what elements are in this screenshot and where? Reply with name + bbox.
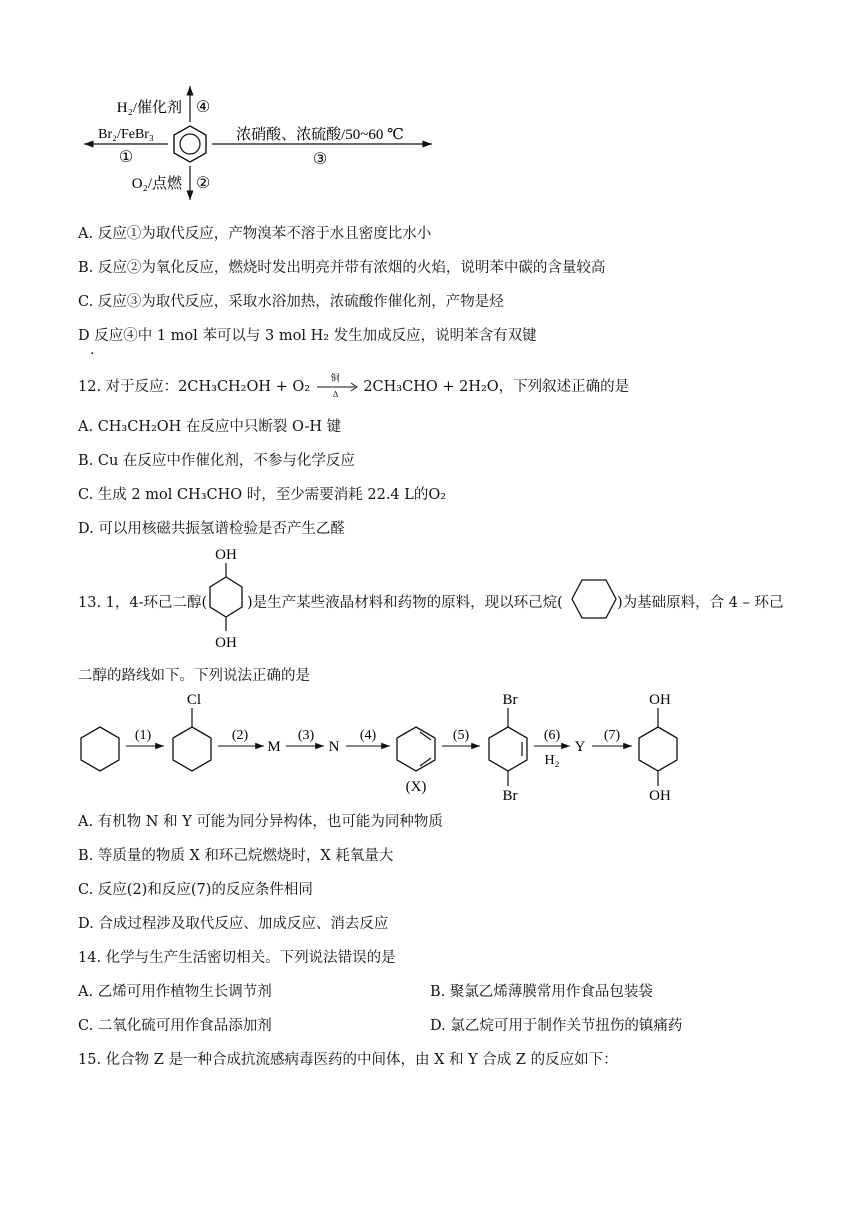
- q13-stem-line1: 13. 1，4-环己二醇(: [78, 595, 208, 611]
- q12-option-d: D. 可以用核磁共振氢谱检验是否产生乙醛: [78, 521, 345, 537]
- cyclohexane-structure: [570, 576, 620, 622]
- q12-option-b: B. Cu 在反应中作催化剂，不参与化学反应: [78, 453, 355, 469]
- step-5: (5): [452, 728, 470, 743]
- q14-option-a: A. 乙烯可用作植物生长调节剂: [78, 984, 272, 1000]
- oh-bottom: OH: [215, 635, 237, 651]
- q13-stem-end: )为基础原料，合 4 – 环己: [617, 595, 784, 611]
- up-label: H₂/催化剂: [116, 100, 182, 116]
- q12-stem: [78, 374, 630, 399]
- q13-option-c: C. 反应(2)和反应(7)的反应条件相同: [78, 882, 313, 898]
- q12-stem-suffix: 2CH₃CHO + 2H₂O，下列叙述正确的是: [363, 379, 630, 395]
- q11-option-a: A. 反应①为取代反应，产物溴苯不溶于水且密度比水小: [78, 226, 432, 242]
- step-7: (7): [603, 728, 621, 743]
- q13-option-a: A. 有机物 N 和 Y 可能为同分异构体，也可能为同种物质: [78, 814, 443, 830]
- stray-dot: .: [90, 342, 95, 358]
- step-4: (4): [359, 728, 377, 743]
- step-3: (3): [297, 728, 315, 743]
- down-number: ②: [196, 175, 211, 192]
- oh-top: OH: [215, 547, 237, 563]
- q11-option-b: B. 反应②为氧化反应，燃烧时发出明亮并带有浓烟的火焰，说明苯中碳的含量较高: [78, 260, 606, 276]
- svg-text:Br: Br: [502, 788, 518, 804]
- q14-stem: 14. 化学与生产生活密切相关。下列说法错误的是: [78, 950, 396, 966]
- q12-arrow-top: 铜: [330, 374, 340, 384]
- q11-option-d: D 反应④中 1 mol 苯可以与 3 mol H₂ 发生加成反应，说明苯含有双键: [78, 328, 537, 344]
- cyclohexanediol-structure: [198, 543, 248, 653]
- cyclohexane-start: [81, 727, 119, 771]
- chlorocyclohexane: [173, 692, 211, 771]
- q12-arrow: [315, 374, 359, 399]
- step-6: (6): [543, 728, 561, 743]
- synthesis-route: [76, 684, 696, 804]
- q12-option-c: C. 生成 2 mol CH₃CHO 时，至少需要消耗 22.4 L的O₂: [78, 487, 447, 503]
- step-6-reagent: H₂: [544, 753, 560, 768]
- left-label: Br₂/FeBr₃: [98, 127, 154, 142]
- q12-stem-prefix: 12. 对于反应：2CH₃CH₂OH + O₂: [78, 379, 311, 395]
- q14-option-d: D. 氯乙烷可用于制作关节扭伤的镇痛药: [430, 1018, 683, 1034]
- cyclohexanediol-product: [639, 692, 677, 804]
- svg-text:(X): (X): [405, 779, 427, 795]
- compound-n: N: [328, 739, 340, 755]
- benzene-reaction-scheme: [80, 82, 440, 202]
- q12-arrow-bottom: Δ: [332, 390, 339, 399]
- q13-stem-mid: )是生产某些液晶材料和药物的原料，现以环己烷(: [247, 595, 563, 611]
- q14-option-b: B. 聚氯乙烯薄膜常用作食品包装袋: [430, 984, 653, 1000]
- svg-text:OH: OH: [649, 692, 671, 708]
- q15-stem: 15. 化合物 Z 是一种合成抗流感病毒医药的中间体，由 X 和 Y 合成 Z 的反应如下：: [78, 1052, 618, 1068]
- q13-option-d: D. 合成过程涉及取代反应、加成反应、消去反应: [78, 916, 389, 932]
- step-1: (1): [134, 728, 152, 743]
- compound-y: Y: [574, 739, 586, 755]
- step-2: (2): [231, 728, 249, 743]
- svg-text:Cl: Cl: [186, 692, 202, 708]
- compound-m: M: [267, 739, 281, 755]
- q11-option-c: C. 反应③为取代反应，采取水浴加热，浓硫酸作催化剂，产物是烃: [78, 294, 504, 310]
- q13-option-b: B. 等质量的物质 X 和环己烷燃烧时，X 耗氧量大: [78, 848, 394, 864]
- benzene-ring: [174, 126, 206, 162]
- svg-text:Br: Br: [502, 692, 518, 708]
- q13-stem-line2: 二醇的路线如下。下列说法正确的是: [78, 668, 310, 684]
- svg-text:OH: OH: [649, 788, 671, 804]
- down-label: O₂/点燃: [131, 176, 182, 192]
- right-label: 浓硝酸、浓硫酸/50~60 ℃: [236, 127, 404, 143]
- q12-option-a: A. CH₃CH₂OH 在反应中只断裂 O-H 键: [78, 419, 342, 435]
- dibromocyclohexene: [489, 692, 527, 804]
- q14-option-c: C. 二氧化硫可用作食品添加剂: [78, 1018, 272, 1034]
- cyclohexadiene-x: [397, 727, 435, 795]
- left-number: ①: [118, 149, 134, 166]
- up-number: ④: [196, 99, 211, 116]
- right-number: ③: [312, 151, 328, 168]
